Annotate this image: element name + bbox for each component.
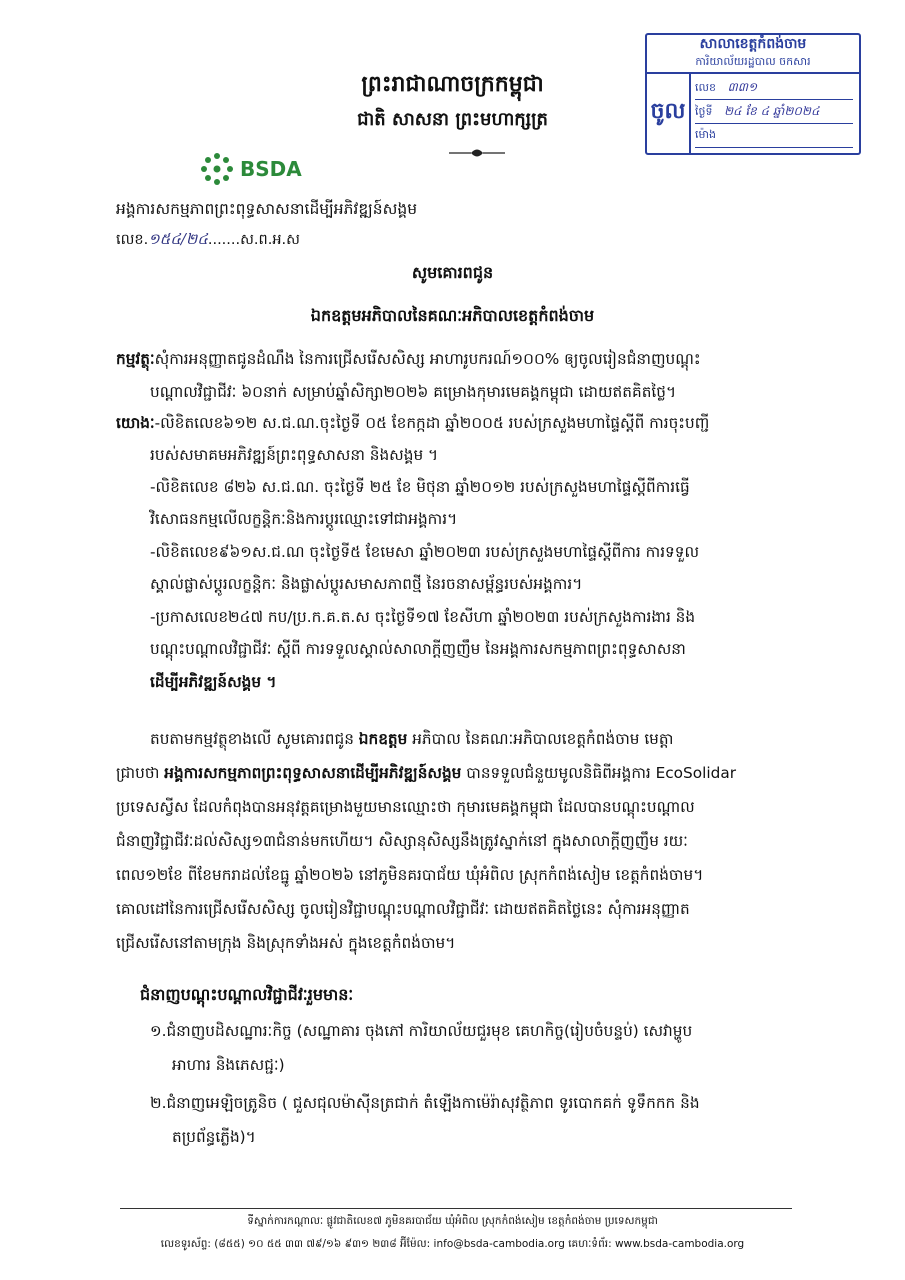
national-motto: ជាតិ សាសនា ព្រះមហាក្សត្រ	[357, 109, 548, 130]
stamp-title: សាលាខេត្តកំពង់ចាម	[699, 36, 807, 52]
skill2-line-1: ២.ជំនាញអេឡិចត្រូនិច ( ជួសជុលម៉ាស៊ីនត្រជាក់ តំឡើងកាម៉េរ៉ាសុវត្ថិភាព ទូរបោកគក់ ទូទឹកកក និង	[150, 1094, 700, 1112]
stamp-date-value: ២៤ ខែ ៤ ឆ្នាំ២០២៤	[723, 104, 820, 118]
bsda-logo-icon	[200, 152, 234, 186]
subject-line-2: បណ្តាលវិជ្ជាជីវៈ ៦០នាក់ សម្រាប់ឆ្នាំសិក្សា២០២៦ គម្រោងកុមារមេគង្គកម្ពុជា ដោយឥតគិតថ្លៃ។	[150, 383, 677, 401]
para1-text-1c: អភិបាល នៃគណៈអភិបាលខេត្តកំពង់ចាម មេត្តា	[407, 730, 674, 748]
ref-suffix: ស.ព.អ.ស	[240, 232, 300, 248]
stamp-date-label: ថ្ងៃទី	[695, 105, 713, 118]
subject-line-1	[116, 349, 701, 369]
skills-heading: ជំនាញបណ្តុះបណ្តាលវិជ្ជាជីវៈរួមមានៈ	[140, 985, 354, 1004]
para1-line-6: គោលដៅនៃការជ្រើសរើសសិស្ស ចូលរៀនវិជ្ជាបណ្តុះបណ្តាលវិជ្ជាជីវៈ ដោយឥតគិតថ្លៃនេះ សុំការអនុញ្ញាត	[116, 900, 690, 918]
ref4-line-1: -ប្រកាសលេខ២៤៧ កប/ប្រ.ក.គ.ត.ស ចុះថ្ងៃទី១៧ ខែសីហា ឆ្នាំ២០២៣ របស់ក្រសួងការងារ និង	[150, 608, 696, 626]
para1-line-2	[116, 763, 736, 783]
subject-text-1: សុំការអនុញ្ញាតជូនដំណឹង នៃការជ្រើសរើសសិស្ស អាហារូបករណ៍១០០% ឲ្យចូលរៀនជំនាញបណ្តុះ	[154, 350, 701, 368]
skill1-line-2: អាហារ និងភេសជ្ជៈ)	[172, 1056, 285, 1074]
ref1-text-1: -លិខិតលេខ៦១២ ស.ជ.ណ.ចុះថ្ងៃទី ០៥ ខែកក្កដា ឆ្នាំ២០០៥ របស់ក្រសួងមហាផ្ទៃស្តីពី ការចុះបញ្ជី	[154, 414, 710, 432]
para1-line-4: ជំនាញវិជ្ជាជីវៈដល់សិស្ស១៣ជំនាន់មកហើយ។ សិស្សានុសិស្សនឹងត្រូវស្នាក់នៅ ក្នុងសាលាក្តីញញឹម រយៈ	[116, 832, 688, 850]
ref3-line-1: -លិខិតលេខ៩៦១ស.ជ.ណ ចុះថ្ងៃទី៥ ខែមេសា ឆ្នាំ២០២៣ របស់ក្រសួងមហាផ្ទៃស្តីពីការ ការទទួល	[150, 543, 700, 561]
skill2-line-2: តប្រព័ន្ធភ្លើង)។	[172, 1128, 256, 1146]
stamp-office: ការិយាល័យរដ្ឋបាល ចកសារ	[695, 55, 811, 68]
salutation: សូមគោរពជូន	[411, 263, 494, 282]
stamp-number-label: លេខ	[695, 81, 716, 94]
bsda-logo	[200, 152, 302, 186]
footer-address: ទីស្នាក់ការកណ្តាលៈ ផ្លូវជាតិលេខ៧ ភូមិនគរបាជ័យ ឃុំអំពិល ស្រុកកំពង់សៀម ខេត្តកំពង់ចាម ប្រទេសកម្ពុជា	[247, 1215, 658, 1227]
ref-number: ១៥៤/២៤	[148, 230, 208, 248]
ref2-line-2: វិសោធនកម្មលើលក្ខន្តិកៈនិងការប្តូរឈ្មោះទៅជាអង្គការ។	[150, 510, 458, 528]
footer-divider	[120, 1208, 792, 1209]
ref-label: យោងៈ	[116, 414, 155, 432]
para1-line-1	[150, 729, 673, 749]
ref1-line-2: របស់សមាគមអភិវឌ្ឍន៍ព្រះពុទ្ធសាសនា និងសង្គម ។	[150, 446, 439, 464]
para1-text-1a: តបតាមកម្មវត្ថុខាងលើ សូមគោរពជូន	[150, 730, 359, 748]
ref-prefix: លេខ	[116, 232, 144, 248]
subject-label: កម្មវត្ថុៈ	[116, 350, 155, 368]
ref4-line-3: ដើម្បីអភិវឌ្ឍន៍សង្គម ។	[150, 673, 277, 691]
stamp-number-value: ៣៣១	[727, 80, 758, 94]
stamp-hour-label: ម៉ោង	[695, 128, 716, 141]
kingdom-title: ព្រះរាជាណាចក្រកម្ពុជា	[361, 72, 544, 97]
recipient: ឯកឧត្តមអភិបាលនៃគណៈអភិបាលខេត្តកំពង់ចាម	[310, 306, 595, 325]
reference-number: លេខ.១៥៤/២៤.......ស.ព.អ.ស	[116, 230, 300, 248]
ref3-line-2: ស្គាល់ផ្លាស់ប្តូរលក្ខន្តិកៈ និងផ្លាស់ប្តូរសមាសភាពថ្មី នៃរចនាសម្ព័ន្ធរបស់អង្គការ។	[150, 575, 583, 593]
ref2-line-1: -លិខិតលេខ ៨២៦ ស.ជ.ណ. ចុះថ្ងៃទី ២៥ ខែ មិថុនា ឆ្នាំ២០១២ របស់ក្រសួងមហាផ្ទៃស្តីពីការធ្វើ	[150, 478, 690, 496]
para1-line-5: ពេល១២ខែ ពីខែមករាដល់ខែធ្នូ ឆ្នាំ២០២៦ នៅភូមិនគរបាជ័យ ឃុំអំពិល ស្រុកកំពង់សៀម ខេត្តកំពង់ចាម។	[116, 866, 704, 884]
para1-text-1b: ឯកឧត្តម	[358, 730, 408, 748]
ref1-line-1	[116, 413, 709, 433]
organization-name: អង្គការសកម្មភាពព្រះពុទ្ធសាសនាដើម្បីអភិវឌ្ឍន៍សង្គម	[116, 200, 418, 218]
footer-contact: លេខទូរស័ព្ទ: (៨៥៥) ១០ ៥៥ ៣៣ ៧៩/១៦ ៩៣១ ២៣៨ អ៊ីម៉ែល: info@bsda-cambodia.org គេហៈទំព័រ: www.bsda-cambodia.org	[160, 1238, 745, 1250]
para1-text-2b: អង្គការសកម្មភាពព្រះពុទ្ធសាសនាដើម្បីអភិវឌ្ឍន៍សង្គម	[164, 764, 462, 782]
skill1-line-1: ១.ជំនាញបដិសណ្ឋារៈកិច្ច (សណ្ឋាគារ ចុងភៅ ការិយាល័យជួរមុខ គេហកិច្ច(រៀបចំបន្ទប់) សេវាម្ហូប	[150, 1022, 693, 1040]
para1-line-3: ប្រទេសស្វីស ដែលកំពុងបានអនុវត្តគម្រោងមួយមានឈ្មោះថា កុមារមេគង្គកម្ពុជា ដែលបានបណ្តុះបណ្តាល	[116, 798, 695, 816]
para1-text-2a: ជ្រាបថា	[116, 764, 165, 782]
para1-line-7: ជ្រើសរើសនៅតាមក្រុង និងស្រុកទាំងអស់ ក្នុងខេត្តកំពង់ចាម។	[116, 934, 456, 952]
ornament-divider-icon	[447, 144, 507, 163]
ref4-line-2: បណ្តុះបណ្តាលវិជ្ជាជីវៈ ស្តីពី ការទទួលស្គាល់សាលាក្តីញញឹម នៃអង្គការសកម្មភាពព្រះពុទ្ធសាសនា	[150, 640, 686, 658]
stamp-received-label: ចូល	[647, 73, 691, 153]
para1-text-2c: បានទទួលជំនួយមូលនិធិពីអង្គការ EcoSolidar	[461, 764, 736, 782]
logo-text: BSDA	[240, 157, 302, 181]
stamp-header	[647, 35, 859, 74]
